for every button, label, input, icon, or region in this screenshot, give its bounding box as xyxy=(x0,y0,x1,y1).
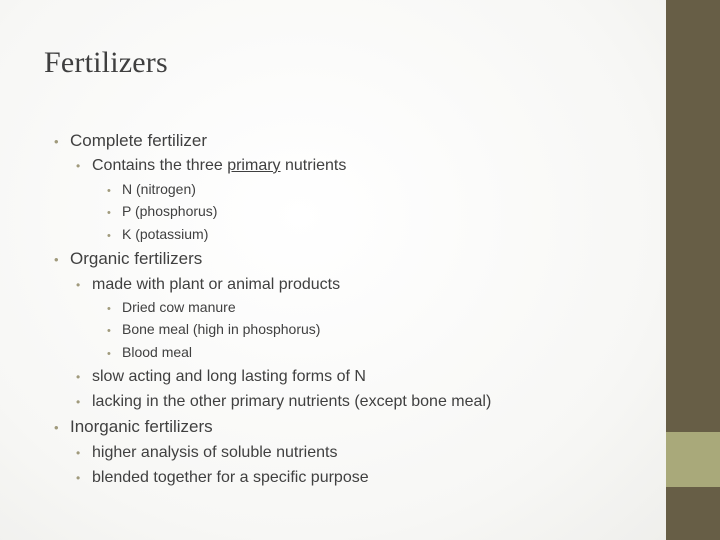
bullet-inorganic-fertilizers xyxy=(54,417,213,437)
bullet-nutrient-p xyxy=(107,203,217,219)
bullet-dot: • xyxy=(76,370,81,384)
bullet-text: made with plant or animal products xyxy=(92,276,341,293)
bullet-dot: • xyxy=(107,207,111,219)
bullet-text: K (potassium) xyxy=(122,226,209,242)
bullet-dot: • xyxy=(54,420,59,435)
bullet-dot: • xyxy=(107,185,111,197)
bullet-example-bone-meal xyxy=(107,321,320,337)
bullet-dot: • xyxy=(54,134,59,149)
bullet-text: P (phosphorus) xyxy=(122,203,218,219)
bullet-slow-acting xyxy=(76,368,366,386)
bullet-text-prefix: Contains the three xyxy=(92,157,228,174)
bullet-text: Dried cow manure xyxy=(122,299,236,315)
bullet-text: higher analysis of soluble nutrients xyxy=(92,444,338,461)
bullet-nutrient-n xyxy=(107,181,196,197)
bullet-example-blood-meal xyxy=(107,344,192,360)
bullet-complete-fertilizer xyxy=(54,131,207,151)
bullet-text-suffix: nutrients xyxy=(280,157,347,174)
bullet-dot: • xyxy=(76,446,81,460)
bullet-dot: • xyxy=(107,230,111,242)
bullet-lacking-nutrients xyxy=(76,393,491,411)
sidebar-accent-block xyxy=(666,432,720,487)
bullet-made-with xyxy=(76,276,340,294)
sidebar-decoration-top xyxy=(666,0,720,432)
bullet-text: N (nitrogen) xyxy=(122,181,196,197)
slide-title: Fertilizers xyxy=(44,46,168,79)
bullet-text: lacking in the other primary nutrients (except bone meal) xyxy=(92,393,492,410)
bullet-text: blended together for a specific purpose xyxy=(92,469,369,486)
bullet-dot: • xyxy=(76,471,81,485)
bullet-dot: • xyxy=(107,303,111,315)
bullet-nutrient-k xyxy=(107,226,208,242)
bullet-text-underlined: primary xyxy=(227,157,281,174)
bullet-text: slow acting and long lasting forms of N xyxy=(92,368,366,385)
bullet-dot: • xyxy=(54,252,59,267)
bullet-text: Inorganic fertilizers xyxy=(70,417,213,436)
bullet-text: Complete fertilizer xyxy=(70,131,207,150)
bullet-higher-analysis xyxy=(76,444,337,462)
bullet-dot: • xyxy=(76,395,81,409)
bullet-text: Organic fertilizers xyxy=(70,249,203,268)
bullet-dot: • xyxy=(76,159,81,173)
bullet-dot: • xyxy=(76,278,81,292)
bullet-blended-together xyxy=(76,469,369,487)
bullet-dot: • xyxy=(107,325,111,337)
sidebar-decoration-bottom xyxy=(666,487,720,540)
bullet-contains-primary-nutrients xyxy=(76,157,346,175)
bullet-dot: • xyxy=(107,348,111,360)
bullet-text: Blood meal xyxy=(122,344,193,360)
bullet-text: Bone meal (high in phosphorus) xyxy=(122,321,321,337)
bullet-example-cow-manure xyxy=(107,299,236,315)
bullet-organic-fertilizers xyxy=(54,249,202,269)
